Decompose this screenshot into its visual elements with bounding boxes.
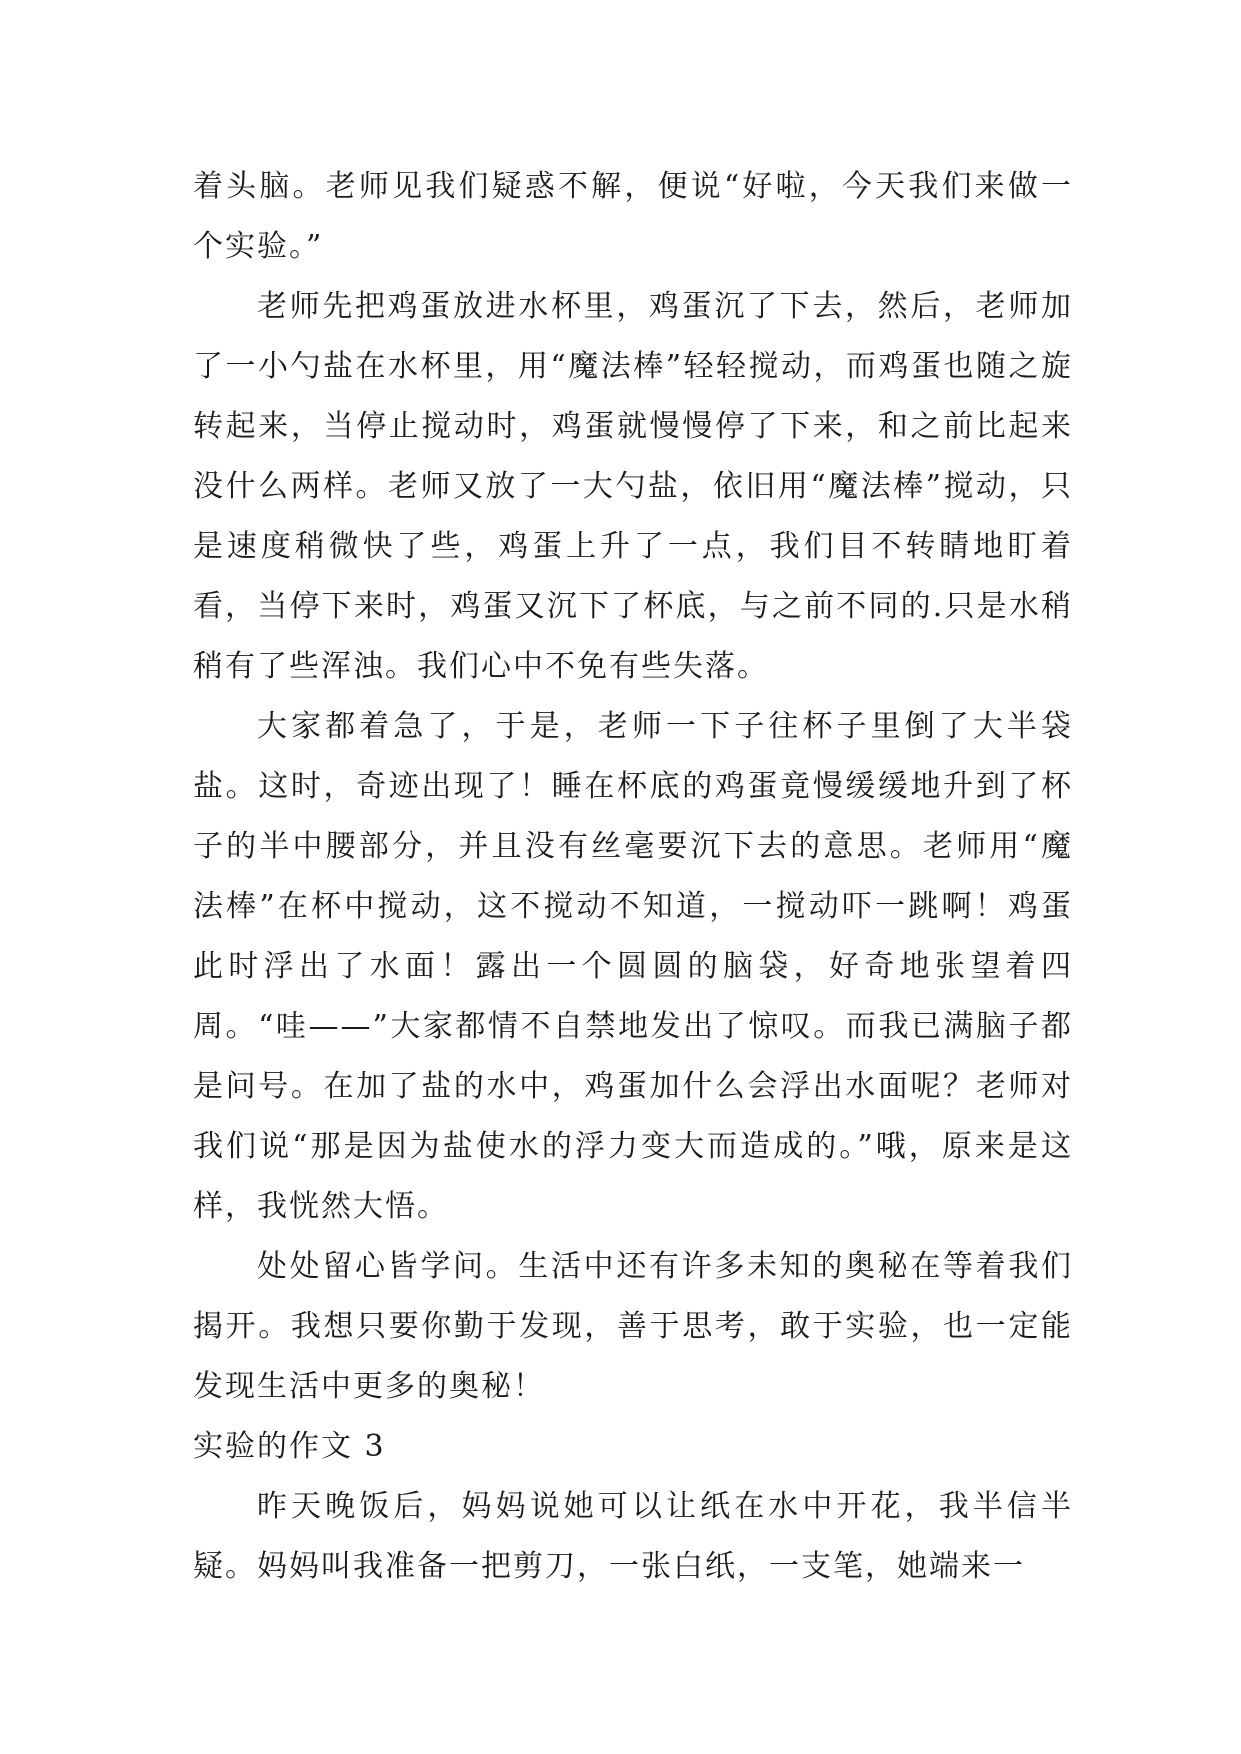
paragraph-1: 着头脑。老师见我们疑惑不解，便说“好啦，今天我们来做一个实验。”: [193, 169, 1073, 264]
paragraph-5: 昨天晚饭后，妈妈说她可以让纸在水中开花，我半信半疑。妈妈叫我准备一把剪刀，一张白纸，一支笔，她端来一: [193, 1489, 1073, 1584]
paragraph-2: 老师先把鸡蛋放进水杯里，鸡蛋沉了下去，然后，老师加了一小勺盐在水杯里，用“魔法棒”轻轻搅动，而鸡蛋也随之旋转起来，当停止搅动时，鸡蛋就慢慢停了下来，和之前比起来没什么两样。老师又放了一大勺盐，依旧用“魔法棒”搅动，只是速度稍微快了些，鸡蛋上升了一点，我们目不转睛地盯着看，当停下来时，鸡蛋又沉下了杯底，与之前不同的.只是水稍稍有了些浑浊。我们心中不免有些失落。: [193, 289, 1073, 684]
section-heading: 实验的作文 3: [193, 1429, 386, 1464]
paragraph-3: 大家都着急了，于是，老师一下子往杯子里倒了大半袋盐。这时，奇迹出现了！睡在杯底的鸡蛋竟慢缓缓地升到了杯子的半中腰部分，并且没有丝毫要沉下去的意思。老师用“魔法棒”在杯中搅动，这不搅动不知道，一搅动吓一跳啊！鸡蛋此时浮出了水面！露出一个圆圆的脑袋，好奇地张望着四周。“哇——”大家都情不自禁地发出了惊叹。而我已满脑子都是问号。在加了盐的水中，鸡蛋加什么会浮出水面呢？老师对我们说“那是因为盐使水的浮力变大而造成的。”哦，原来是这样，我恍然大悟。: [193, 709, 1073, 1224]
paragraph-4: 处处留心皆学问。生活中还有许多未知的奥秘在等着我们揭开。我想只要你勤于发现，善于思考，敢于实验，也一定能发现生活中更多的奥秘！: [193, 1249, 1073, 1404]
document-body: [193, 157, 1073, 1597]
